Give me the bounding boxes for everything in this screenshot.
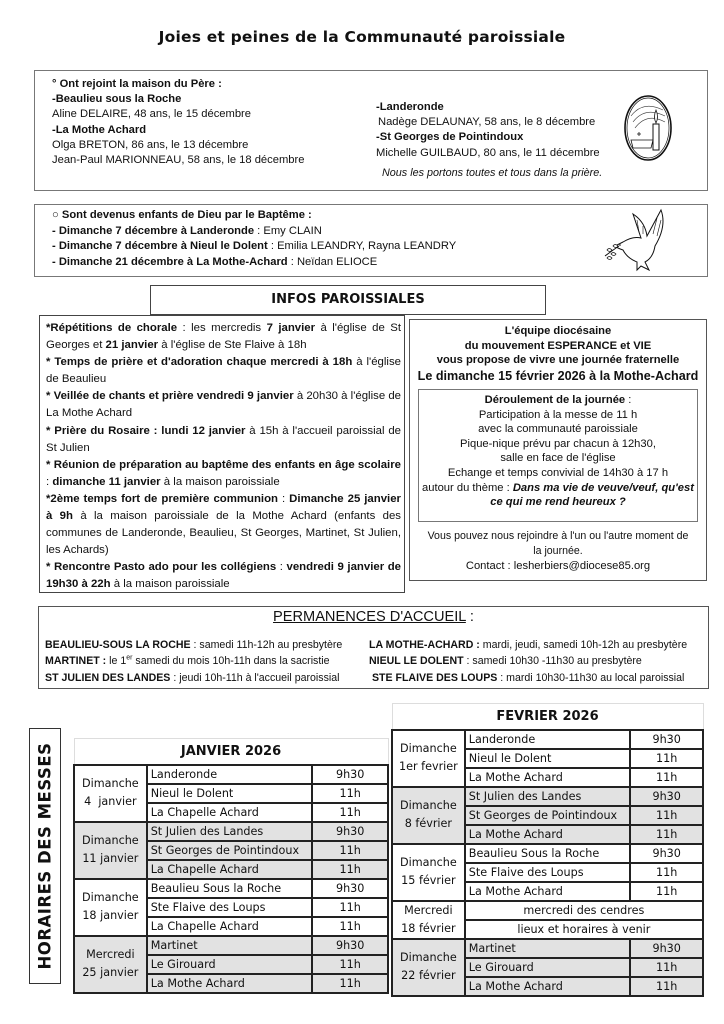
info-emphasis: * Rencontre Pasto ado pour les collégiens xyxy=(46,561,277,574)
candle-icon xyxy=(623,94,673,162)
sep: : xyxy=(625,394,632,406)
mass-place: La Mothe Achard xyxy=(465,768,631,787)
info-emphasis: dimanche 11 janvier xyxy=(52,475,161,488)
mass-place: La Chapelle Achard xyxy=(147,860,313,879)
day-line: 25 janvier xyxy=(82,966,139,979)
mass-day xyxy=(392,787,465,844)
mass-place: La Chapelle Achard xyxy=(147,917,313,936)
bullet: ○ xyxy=(52,209,59,221)
program-text xyxy=(418,393,698,510)
esperance-line: L'équipe diocésaine xyxy=(504,325,612,337)
baptism-names: Emilia LEANDRY, Rayna LEANDRY xyxy=(277,240,457,253)
day-line: Mercredi xyxy=(86,948,135,961)
esperance-header xyxy=(409,324,707,384)
day-line: Dimanche xyxy=(82,777,139,790)
info-emphasis: 21 janvier xyxy=(105,339,159,352)
mass-day xyxy=(392,730,465,787)
baptism-event: - Dimanche 7 décembre à Nieul le Dolent xyxy=(52,240,268,253)
mass-place: Ste Flaive des Loups xyxy=(147,898,313,917)
mass-row xyxy=(74,879,388,898)
esperance-date: Le dimanche 15 février 2026 à la Mothe-Achard xyxy=(417,368,699,383)
mass-time: 9h30 xyxy=(630,730,703,749)
mass-row xyxy=(392,901,703,920)
day-line: Dimanche xyxy=(400,856,457,869)
month-title: FEVRIER 2026 xyxy=(392,704,703,730)
day-line: 4 janvier xyxy=(84,795,137,808)
mass-time: 11h xyxy=(630,977,703,996)
program-line: salle en face de l'église xyxy=(500,452,616,465)
info-text: à l'église de Ste Flaive à 18h xyxy=(158,339,307,352)
info-text: : les mercredis xyxy=(177,322,267,334)
day-line: 18 janvier xyxy=(82,909,139,922)
mass-place: La Mothe Achard xyxy=(465,882,631,901)
program-line: Pique-nique prévu par chacun à 12h30, xyxy=(460,437,656,450)
baptism-heading: Sont devenus enfants de Dieu par le Baptême : xyxy=(61,209,312,221)
death-place: -Landeronde xyxy=(376,101,444,113)
february-mass-table xyxy=(391,703,704,997)
mass-row xyxy=(74,765,388,784)
mass-day xyxy=(74,822,147,879)
info-emphasis: vendredi 9 janvier de 19h30 à 22h xyxy=(46,561,401,591)
info-text: à la maison paroissiale de la Mothe Achard (enfants des communes de Landeronde, Beaulieu, St Georges, Martinet, St Julien, les Achards) xyxy=(46,510,401,557)
infos-header: INFOS PAROISSIALES xyxy=(150,285,546,315)
info-text: à l'église de Beaulieu xyxy=(46,356,401,386)
mass-time: 11h xyxy=(630,958,703,977)
info-emphasis: * Temps de prière et d'adoration chaque mercredi à 18h xyxy=(46,356,353,369)
january-mass-table xyxy=(73,738,389,994)
day-line: 18 février xyxy=(401,921,456,935)
mass-time: 11h xyxy=(312,917,388,936)
mass-day xyxy=(74,879,147,936)
month-title: JANVIER 2026 xyxy=(74,739,388,765)
deaths-right-column xyxy=(376,100,626,161)
mass-place: La Mothe Achard xyxy=(147,974,313,993)
death-place: -Beaulieu sous la Roche xyxy=(52,93,182,106)
permanence-item: MARTINET : le 1er samedi du mois 10h-11h dans la sacristie xyxy=(45,654,330,668)
permanence-item: BEAULIEU-SOUS LA ROCHE : samedi 11h-12h au presbytère xyxy=(45,639,343,651)
mass-place: Beaulieu Sous la Roche xyxy=(465,844,631,863)
mass-time: 9h30 xyxy=(630,787,703,806)
mass-time: 11h xyxy=(312,898,388,917)
mass-time: 11h xyxy=(312,803,388,822)
mass-row xyxy=(392,939,703,958)
mass-row xyxy=(392,730,703,749)
program-line: Echange et temps convivial de 14h30 à 17 h xyxy=(447,466,669,479)
mass-row xyxy=(74,936,388,955)
mass-time: 9h30 xyxy=(312,936,388,955)
permanence-item: STE FLAIVE DES LOUPS : mardi 10h30-11h30 au local paroissial xyxy=(369,671,685,684)
day-line: Mercredi xyxy=(404,903,453,917)
day-line: 15 février xyxy=(401,874,456,887)
permanences-left xyxy=(45,637,342,686)
baptism-event: - Dimanche 7 décembre à Landeronde xyxy=(52,224,255,237)
mass-place: St Julien des Landes xyxy=(147,822,313,841)
mass-place: Martinet xyxy=(465,939,631,958)
info-emphasis: * Veillée de chants et prière vendredi 9 janvier xyxy=(46,390,294,403)
info-emphasis: Dimanche 25 janvier à 9h xyxy=(46,492,401,523)
day-line: Dimanche xyxy=(400,742,457,755)
sep: : xyxy=(287,255,297,268)
baptism-item xyxy=(52,255,456,271)
info-emphasis: 7 janvier xyxy=(266,322,316,334)
mass-place: Ste Flaive des Loups xyxy=(465,863,631,882)
mass-time: 11h xyxy=(312,784,388,803)
day-line: 22 février xyxy=(401,969,456,982)
sep: : xyxy=(254,224,264,237)
mass-place: Landeronde xyxy=(147,765,313,784)
info-text: : xyxy=(278,492,290,505)
mass-time: 9h30 xyxy=(312,765,388,784)
day-line: Dimanche xyxy=(82,891,139,904)
mass-place: Le Girouard xyxy=(465,958,631,977)
mass-row xyxy=(392,787,703,806)
info-emphasis: * Prière du Rosaire : lundi 12 janvier xyxy=(46,424,246,437)
info-text: à la maison paroissiale xyxy=(110,578,230,591)
baptism-event: - Dimanche 21 décembre à La Mothe-Achard xyxy=(52,255,288,268)
permanences-right xyxy=(369,637,687,686)
contact-line xyxy=(409,559,707,574)
info-text: à l'église de St Georges et xyxy=(46,322,402,352)
info-item xyxy=(46,320,401,354)
mass-time: 11h xyxy=(312,974,388,993)
mass-place: Martinet xyxy=(147,936,313,955)
baptism-item xyxy=(52,239,456,255)
esperance-line: vous propose de vivre une journée fraternelle xyxy=(436,354,680,366)
death-place: -La Mothe Achard xyxy=(52,123,147,136)
mass-place: Le Girouard xyxy=(147,955,313,974)
dove-icon xyxy=(603,206,673,274)
deaths-footer: Nous les portons toutes et tous dans la prière. xyxy=(382,167,603,179)
mass-time: 11h xyxy=(312,860,388,879)
mass-time: 11h xyxy=(630,882,703,901)
mass-time: 11h xyxy=(312,955,388,974)
mass-day xyxy=(392,939,465,996)
day-line: 8 février xyxy=(404,817,453,830)
theme-text: Dans ma vie de veuve/veuf, qu'est ce qui me rend heureux ? xyxy=(490,481,694,509)
mass-time: 11h xyxy=(630,749,703,768)
mass-note: lieux et horaires à venir xyxy=(465,920,703,939)
program-theme xyxy=(418,481,698,510)
mass-place: Landeronde xyxy=(465,730,631,749)
contact-label: Contact : xyxy=(465,560,514,572)
info-item xyxy=(46,423,401,457)
mass-time: 9h30 xyxy=(630,844,703,863)
mass-place: St Julien des Landes xyxy=(465,787,631,806)
program-title: Déroulement de la journée xyxy=(484,394,626,406)
death-person: Nadège DELAUNAY, 58 ans, le 8 décembre xyxy=(378,116,596,129)
mass-time: 11h xyxy=(630,768,703,787)
mass-day xyxy=(392,901,465,939)
mass-day xyxy=(74,936,147,993)
death-person: Michelle GUILBAUD, 80 ans, le 11 décembre xyxy=(376,146,600,159)
mass-place: St Georges de Pointindoux xyxy=(465,806,631,825)
mass-time: 11h xyxy=(630,806,703,825)
info-emphasis: * Réunion de préparation au baptême des enfants en âge scolaire xyxy=(46,458,401,471)
death-person: Aline DELAIRE, 48 ans, le 15 décembre xyxy=(52,108,251,121)
info-text: à 15h à l'accueil paroissial de St Julien xyxy=(46,424,401,454)
mass-place: Beaulieu Sous la Roche xyxy=(147,879,313,898)
info-item xyxy=(46,491,401,559)
info-item xyxy=(46,354,401,388)
mass-day xyxy=(392,844,465,901)
mass-day xyxy=(74,765,147,822)
mass-row xyxy=(392,844,703,863)
deaths-left-column xyxy=(52,77,372,168)
baptism-names: Emy CLAIN xyxy=(263,224,322,237)
day-line: 1er fevrier xyxy=(398,760,458,773)
info-text: : xyxy=(276,561,287,574)
info-item xyxy=(46,559,401,593)
mass-schedule-label: HORAIRES DES MESSES xyxy=(29,728,61,984)
day-line: Dimanche xyxy=(82,834,139,847)
mass-time: 9h30 xyxy=(630,939,703,958)
day-line: Dimanche xyxy=(400,951,457,964)
mass-time: 9h30 xyxy=(312,822,388,841)
baptism-item xyxy=(52,224,456,240)
theme-prefix: autour du thème : xyxy=(422,481,513,494)
mass-place: Nieul le Dolent xyxy=(465,749,631,768)
mass-place: Nieul le Dolent xyxy=(147,784,313,803)
info-emphasis: *Répétitions de chorale xyxy=(46,322,178,334)
page-title: Joies et peines de la Communauté paroissiale xyxy=(158,28,566,46)
baptism-names: Neïdan ELIOCE xyxy=(296,255,378,268)
mass-time: 11h xyxy=(312,841,388,860)
day-line: 11 janvier xyxy=(82,852,139,865)
baptism-list xyxy=(52,208,456,270)
footer-note: Vous pouvez nous rejoindre à l'un ou l'autre moment de la journée. xyxy=(427,530,689,557)
deaths-heading: ° Ont rejoint la maison du Père : xyxy=(52,78,222,90)
mass-time: 11h xyxy=(630,825,703,844)
info-item xyxy=(46,388,401,422)
mass-time: 11h xyxy=(630,863,703,882)
program-line: avec la communauté paroissiale xyxy=(478,423,638,436)
mass-place: St Georges de Pointindoux xyxy=(147,841,313,860)
mass-place: La Chapelle Achard xyxy=(147,803,313,822)
info-item xyxy=(46,457,401,491)
contact-email-link[interactable]: lesherbiers@diocese85.org xyxy=(513,560,651,572)
esperance-footer xyxy=(409,529,707,574)
permanence-item: NIEUL LE DOLENT : samedi 10h30 -11h30 au presbytère xyxy=(369,655,642,668)
mass-place: La Mothe Achard xyxy=(465,977,631,996)
info-text: à 20h30 à l'église de La Mothe Achard xyxy=(46,390,401,420)
infos-list xyxy=(46,320,401,594)
mass-place: La Mothe Achard xyxy=(465,825,631,844)
mass-time: 9h30 xyxy=(312,879,388,898)
death-person: Jean-Paul MARIONNEAU, 58 ans, le 18 décembre xyxy=(52,154,305,167)
info-text: : xyxy=(46,475,53,488)
program-line: Participation à la messe de 11 h xyxy=(478,408,638,421)
info-text: à la maison paroissiale xyxy=(160,475,280,488)
permanence-item: ST JULIEN DES LANDES : jeudi 10h-11h à l'accueil paroissial xyxy=(45,671,340,684)
sep: : xyxy=(267,240,278,253)
death-place: -St Georges de Pointindoux xyxy=(376,131,524,144)
esperance-line: du mouvement ESPERANCE et VIE xyxy=(464,339,652,352)
permanence-item: LA MOTHE-ACHARD : mardi, jeudi, samedi 10h-12h au presbytère xyxy=(369,639,688,651)
info-emphasis: *2ème temps fort de première communion xyxy=(46,492,279,505)
death-person: Olga BRETON, 86 ans, le 13 décembre xyxy=(52,138,249,151)
mass-note: mercredi des cendres xyxy=(465,901,703,920)
mass-row xyxy=(74,822,388,841)
day-line: Dimanche xyxy=(400,799,457,812)
permanences-title: PERMANENCES D'ACCUEIL : xyxy=(273,609,474,625)
